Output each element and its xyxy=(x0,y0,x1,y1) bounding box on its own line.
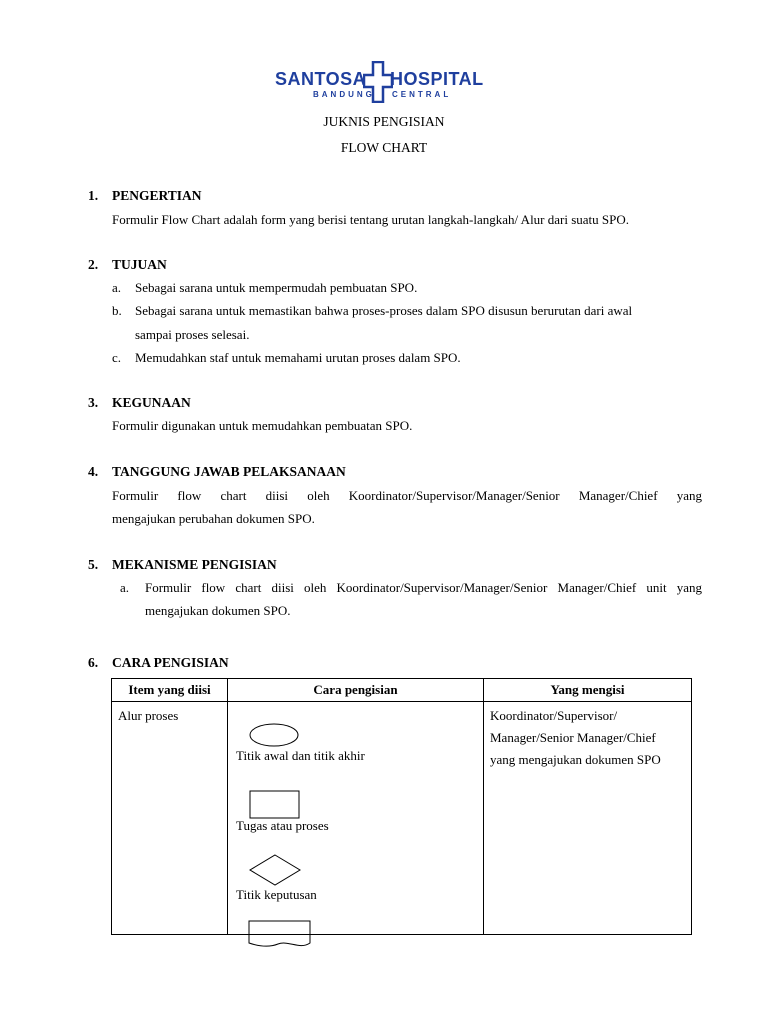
logo-word-hospital: HOSPITAL xyxy=(390,69,484,89)
item-text: Alur proses xyxy=(118,708,179,723)
list-item: a. Sebagai sarana untuk mempermudah pembuatan SPO. xyxy=(112,280,418,295)
filler-line: yang mengajukan dokumen SPO xyxy=(490,752,661,767)
shape-label: Titik awal dan titik akhir xyxy=(236,748,365,763)
section-heading-3: 3. KEGUNAAN xyxy=(88,395,191,410)
list-item-continuation: mengajukan dokumen SPO. xyxy=(145,603,291,618)
shape-label: Titik keputusan xyxy=(236,887,317,902)
list-item-continuation: sampai proses selesai. xyxy=(135,327,250,342)
section-heading-5: 5. MEKANISME PENGISIAN xyxy=(88,557,277,572)
logo-sub-central: CENTRAL xyxy=(392,90,452,99)
section-heading-4: 4. TANGGUNG JAWAB PELAKSANAAN xyxy=(88,464,346,479)
shape-label: Tugas atau proses xyxy=(236,818,329,833)
table-header: Item yang diisi xyxy=(112,679,228,702)
table-cell-method xyxy=(228,702,484,935)
hospital-logo xyxy=(275,61,491,105)
rectangle-shape-icon xyxy=(249,790,301,820)
section-3-text: Formulir digunakan untuk memudahkan pembuatan SPO. xyxy=(112,418,413,433)
table-header: Yang mengisi xyxy=(484,679,692,702)
list-item: Formulir flow chart diisi oleh Koordinator/Supervisor/Manager/Senior Manager/Chief unit yang xyxy=(145,580,702,595)
section-4-text-line: Formulir flow chart diisi oleh Koordinator/Supervisor/Manager/Senior Manager/Chief yang xyxy=(112,488,702,503)
list-item: c. Memudahkan staf untuk memahami urutan proses dalam SPO. xyxy=(112,350,461,365)
section-heading-2: 2. TUJUAN xyxy=(88,257,167,272)
diamond-shape-icon xyxy=(248,854,302,886)
table-cell-filler xyxy=(484,702,692,935)
list-item: b. Sebagai sarana untuk memastikan bahwa proses-proses dalam SPO disusun berurutan dari awal xyxy=(112,303,633,318)
table-row xyxy=(112,702,692,935)
section-1-text: Formulir Flow Chart adalah form yang berisi tentang urutan langkah-langkah/ Alur dari suatu SPO. xyxy=(112,212,630,227)
logo-sub-bandung: BANDUNG xyxy=(313,90,375,99)
section-heading-6: 6. CARA PENGISIAN xyxy=(88,655,229,670)
oval-shape-icon xyxy=(248,722,300,748)
doc-subtitle: FLOW CHART xyxy=(340,140,428,155)
instruction-table xyxy=(111,678,692,935)
filler-line: Koordinator/Supervisor/ xyxy=(490,708,618,723)
document-shape-icon xyxy=(248,920,312,952)
table-cell-item xyxy=(112,702,228,935)
filler-line: Manager/Senior Manager/Chief xyxy=(490,730,656,745)
filler-text xyxy=(484,702,691,774)
table-header: Cara pengisian xyxy=(228,679,484,702)
section-4-text-line: mengajukan perubahan dokumen SPO. xyxy=(112,511,315,526)
logo-word-santosa: SANTOSA xyxy=(275,69,367,89)
table-header-row xyxy=(112,679,692,702)
section-heading-1: 1. PENGERTIAN xyxy=(88,188,202,203)
doc-title: JUKNIS PENGISIAN xyxy=(323,114,445,129)
list-item-letter: a. xyxy=(120,580,130,595)
